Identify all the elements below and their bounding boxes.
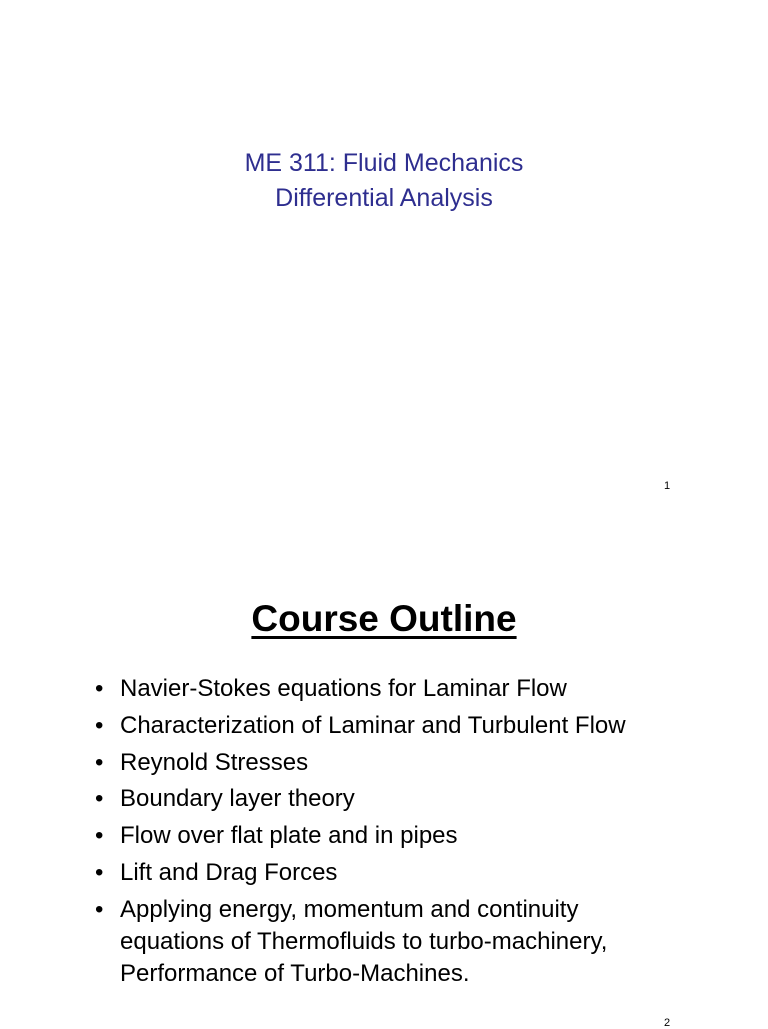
list-item — [95, 783, 735, 815]
bullet-icon: • — [95, 858, 104, 886]
bullet-icon: • — [95, 785, 104, 813]
course-title: ME 311: Fluid Mechanics — [244, 149, 524, 177]
bullet-icon: • — [95, 675, 104, 702]
page-number-1: 1 — [664, 480, 671, 492]
course-subtitle: Differential Analysis — [275, 184, 493, 212]
bullet-icon: • — [95, 895, 104, 923]
list-item-text: Characterization of Laminar and Turbulent Flow — [120, 711, 626, 739]
list-item-text: Navier-Stokes equations for Laminar Flow — [120, 675, 567, 702]
list-item — [95, 820, 735, 852]
bullet-icon: • — [95, 748, 104, 776]
list-item-text: Reynold Stresses — [120, 748, 309, 776]
slide1-title — [0, 146, 768, 216]
list-item — [95, 747, 735, 779]
list-item — [95, 894, 735, 990]
list-item-text: Applying energy, momentum and continuity equations of Thermofluids to turbo-machinery, Performance of Turbo-Machines. — [120, 895, 608, 987]
list-item — [95, 673, 735, 705]
outline-heading: Course Outline — [251, 598, 517, 639]
list-item — [95, 710, 735, 742]
list-item-text: Flow over flat plate and in pipes — [120, 822, 458, 850]
page-number-2: 2 — [664, 1017, 671, 1029]
list-item-text: Boundary layer theory — [120, 785, 355, 813]
outline-list — [95, 673, 735, 995]
bullet-icon: • — [95, 822, 104, 850]
list-item — [95, 857, 735, 889]
list-item-text: Lift and Drag Forces — [120, 858, 338, 886]
bullet-icon: • — [95, 711, 104, 739]
